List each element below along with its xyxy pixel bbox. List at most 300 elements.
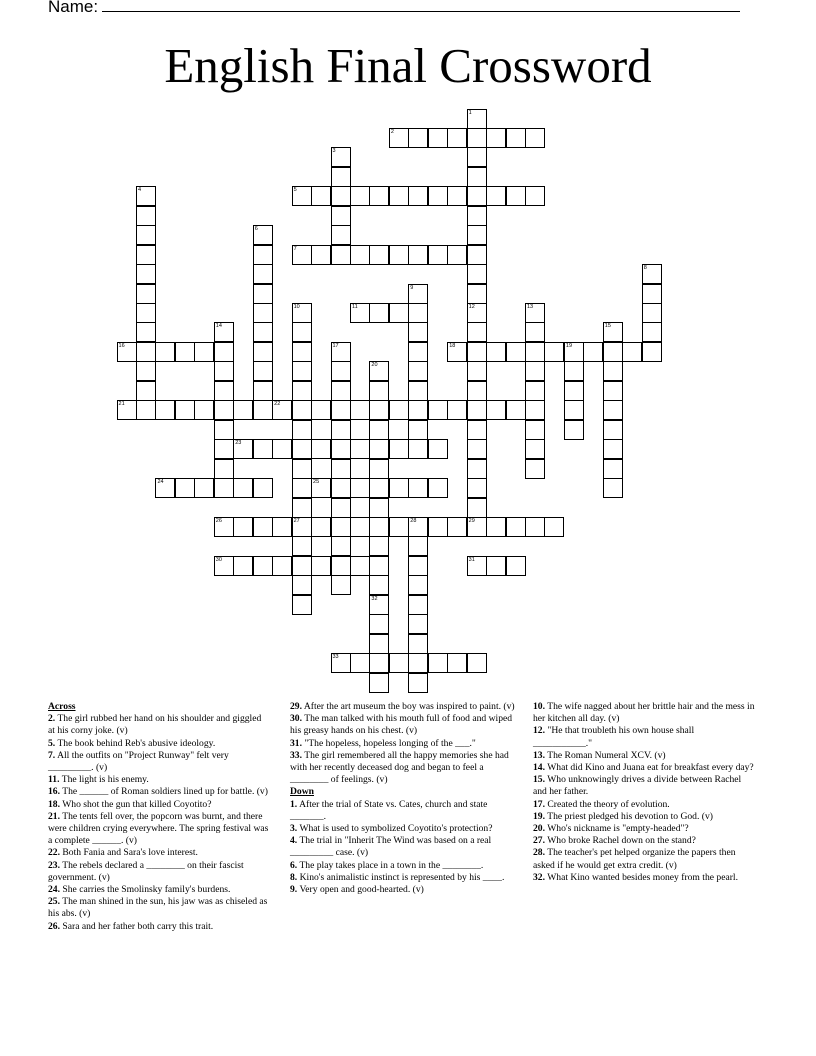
grid-cell[interactable] <box>642 322 662 342</box>
grid-cell[interactable] <box>467 439 487 459</box>
grid-cell[interactable] <box>253 303 273 323</box>
grid-cell[interactable] <box>253 245 273 265</box>
grid-cell[interactable] <box>350 186 370 206</box>
grid-cell[interactable] <box>467 322 487 342</box>
grid-cell[interactable] <box>544 517 564 537</box>
across-clue <box>48 847 270 859</box>
grid-cell[interactable] <box>525 459 545 479</box>
grid-cell[interactable] <box>622 342 642 362</box>
clue-text: She carries the Smolinsky family's burdens. <box>62 884 231 896</box>
grid-cell[interactable] <box>331 206 351 226</box>
grid-cell[interactable] <box>292 556 312 576</box>
grid-cell[interactable] <box>544 342 564 362</box>
clue-number: 31. <box>290 737 302 749</box>
grid-cell[interactable] <box>389 303 409 323</box>
grid-cell[interactable] <box>408 575 428 595</box>
clue-number: 30. <box>290 713 302 725</box>
clue-text: The girl remembered all the happy memories she had with her recently deceased dog and began to feel a ________ of feelings. (v) <box>290 749 509 786</box>
grid-cell[interactable] <box>253 225 273 245</box>
grid-cell[interactable] <box>272 517 292 537</box>
grid-cell[interactable] <box>467 478 487 498</box>
clue-number: 21. <box>48 810 60 822</box>
cell-number: 2 <box>390 128 394 135</box>
grid-cell[interactable] <box>525 420 545 440</box>
grid-cell[interactable] <box>564 361 584 381</box>
grid-cell[interactable] <box>369 653 389 673</box>
grid-cell[interactable] <box>331 575 351 595</box>
grid-cell[interactable] <box>331 653 351 673</box>
grid-cell[interactable] <box>467 381 487 401</box>
cell-number: 30 <box>215 556 222 563</box>
grid-cell[interactable] <box>467 245 487 265</box>
grid-cell[interactable] <box>331 361 351 381</box>
grid-cell[interactable] <box>369 303 389 323</box>
grid-cell[interactable] <box>253 439 273 459</box>
grid-cell[interactable] <box>369 556 389 576</box>
clue-text: What did Kino and Juana eat for breakfast every day? <box>547 762 754 774</box>
grid-cell[interactable] <box>389 245 409 265</box>
grid-cell[interactable] <box>350 245 370 265</box>
grid-cell[interactable] <box>428 653 448 673</box>
grid-cell[interactable] <box>603 478 623 498</box>
grid-cell[interactable] <box>486 556 506 576</box>
grid-cell[interactable] <box>331 498 351 518</box>
grid-cell[interactable] <box>389 186 409 206</box>
grid-cell[interactable] <box>603 342 623 362</box>
grid-cell[interactable] <box>175 400 195 420</box>
grid-cell[interactable] <box>350 400 370 420</box>
grid-cell[interactable] <box>233 517 253 537</box>
grid-cell[interactable] <box>233 439 253 459</box>
grid-cell[interactable] <box>467 498 487 518</box>
grid-cell[interactable] <box>292 498 312 518</box>
grid-cell[interactable] <box>467 400 487 420</box>
grid-cell[interactable] <box>467 303 487 323</box>
grid-cell[interactable] <box>408 673 428 693</box>
grid-cell[interactable] <box>136 186 156 206</box>
grid-cell[interactable] <box>564 342 584 362</box>
across-clue <box>48 860 270 884</box>
clue-number: 22. <box>48 847 60 859</box>
clue-number: 15. <box>533 774 545 786</box>
grid-cell[interactable] <box>369 245 389 265</box>
grid-cell[interactable] <box>350 556 370 576</box>
clue-column-1 <box>48 701 270 933</box>
grid-cell[interactable] <box>369 536 389 556</box>
grid-cell[interactable] <box>389 439 409 459</box>
grid-cell[interactable] <box>564 420 584 440</box>
grid-cell[interactable] <box>311 186 331 206</box>
grid-cell[interactable] <box>311 245 331 265</box>
grid-cell[interactable] <box>136 303 156 323</box>
cell-number: 24 <box>157 479 164 486</box>
clue-text: The man talked with his mouth full of food and wiped his greasy hands on his chest. (v) <box>290 713 513 737</box>
grid-cell[interactable] <box>155 400 175 420</box>
grid-cell[interactable] <box>331 342 351 362</box>
clue-text: After the trial of State vs. Cates, church and state _______. <box>290 798 488 822</box>
grid-cell[interactable] <box>292 478 312 498</box>
grid-cell[interactable] <box>194 478 214 498</box>
grid-cell[interactable] <box>642 264 662 284</box>
grid-cell[interactable] <box>447 245 467 265</box>
grid-cell[interactable] <box>117 342 137 362</box>
grid-cell[interactable] <box>467 225 487 245</box>
grid-cell[interactable] <box>331 536 351 556</box>
grid-cell[interactable] <box>467 264 487 284</box>
grid-cell[interactable] <box>214 439 234 459</box>
down-clue <box>533 847 755 871</box>
grid-cell[interactable] <box>292 420 312 440</box>
grid-cell[interactable] <box>369 517 389 537</box>
grid-cell[interactable] <box>486 186 506 206</box>
grid-cell[interactable] <box>583 342 603 362</box>
page-title: English Final Crossword <box>164 38 652 93</box>
across-clue <box>290 750 520 787</box>
clue-number: 27. <box>533 835 545 847</box>
grid-cell[interactable] <box>331 245 351 265</box>
across-clue <box>48 750 270 774</box>
grid-cell[interactable] <box>408 322 428 342</box>
grid-cell[interactable] <box>311 400 331 420</box>
grid-cell[interactable] <box>214 400 234 420</box>
clue-text: Who shot the gun that killed Coyotito? <box>62 798 212 810</box>
grid-cell[interactable] <box>525 381 545 401</box>
grid-cell[interactable] <box>155 478 175 498</box>
grid-cell[interactable] <box>331 381 351 401</box>
grid-cell[interactable] <box>525 400 545 420</box>
down-clue <box>533 725 755 749</box>
grid-cell[interactable] <box>408 400 428 420</box>
clue-text: Created the theory of evolution. <box>547 798 670 810</box>
grid-cell[interactable] <box>642 342 662 362</box>
grid-cell[interactable] <box>136 381 156 401</box>
grid-cell[interactable] <box>428 439 448 459</box>
cell-number: 22 <box>274 401 281 408</box>
grid-cell[interactable] <box>467 109 487 129</box>
grid-cell[interactable] <box>408 439 428 459</box>
grid-cell[interactable] <box>292 536 312 556</box>
grid-cell[interactable] <box>408 595 428 615</box>
grid-cell[interactable] <box>253 517 273 537</box>
grid-cell[interactable] <box>214 420 234 440</box>
grid-cell[interactable] <box>214 322 234 342</box>
grid-cell[interactable] <box>408 284 428 304</box>
grid-cell[interactable] <box>447 400 467 420</box>
grid-cell[interactable] <box>486 517 506 537</box>
cell-number: 19 <box>565 342 573 349</box>
grid-cell[interactable] <box>331 147 351 167</box>
grid-cell[interactable] <box>467 128 487 148</box>
grid-cell[interactable] <box>408 634 428 654</box>
down-clue <box>533 823 755 835</box>
grid-cell[interactable] <box>331 225 351 245</box>
clue-number: 28. <box>533 847 545 859</box>
grid-cell[interactable] <box>214 517 234 537</box>
grid-cell[interactable] <box>214 381 234 401</box>
grid-cell[interactable] <box>389 517 409 537</box>
grid-cell[interactable] <box>486 342 506 362</box>
grid-cell[interactable] <box>253 264 273 284</box>
grid-cell[interactable] <box>525 303 545 323</box>
clue-number: 33. <box>290 749 302 761</box>
grid-cell[interactable] <box>369 673 389 693</box>
grid-cell[interactable] <box>331 400 351 420</box>
grid-cell[interactable] <box>408 536 428 556</box>
grid-cell[interactable] <box>253 556 273 576</box>
grid-cell[interactable] <box>350 517 370 537</box>
grid-cell[interactable] <box>331 556 351 576</box>
grid-cell[interactable] <box>331 167 351 187</box>
grid-cell[interactable] <box>525 322 545 342</box>
grid-cell[interactable] <box>603 439 623 459</box>
grid-cell[interactable] <box>467 186 487 206</box>
grid-cell[interactable] <box>506 400 526 420</box>
grid-cell[interactable] <box>467 206 487 226</box>
grid-cell[interactable] <box>467 361 487 381</box>
grid-cell[interactable] <box>253 381 273 401</box>
grid-cell[interactable] <box>525 128 545 148</box>
grid-cell[interactable] <box>369 400 389 420</box>
grid-cell[interactable] <box>292 342 312 362</box>
grid-cell[interactable] <box>447 128 467 148</box>
grid-cell[interactable] <box>408 186 428 206</box>
cell-number: 1 <box>468 109 472 116</box>
down-clue <box>533 701 755 725</box>
grid-cell[interactable] <box>369 634 389 654</box>
cell-number: 29 <box>468 517 475 524</box>
clue-text: The wife nagged about her brittle hair and the mess in her kitchen all day. (v) <box>533 701 755 725</box>
grid-cell[interactable] <box>272 439 292 459</box>
grid-cell[interactable] <box>292 322 312 342</box>
grid-cell[interactable] <box>155 342 175 362</box>
grid-cell[interactable] <box>603 381 623 401</box>
grid-cell[interactable] <box>292 595 312 615</box>
grid-cell[interactable] <box>447 342 467 362</box>
grid-cell[interactable] <box>253 322 273 342</box>
grid-cell[interactable] <box>467 342 487 362</box>
grid-cell[interactable] <box>564 381 584 401</box>
grid-cell[interactable] <box>467 147 487 167</box>
grid-cell[interactable] <box>369 498 389 518</box>
grid-cell[interactable] <box>506 556 526 576</box>
grid-cell[interactable] <box>331 420 351 440</box>
grid-cell[interactable] <box>292 361 312 381</box>
grid-cell[interactable] <box>642 303 662 323</box>
clue-text: Sara and her father both carry this trait. <box>62 920 214 932</box>
grid-cell[interactable] <box>214 478 234 498</box>
grid-cell[interactable] <box>369 459 389 479</box>
grid-cell[interactable] <box>253 478 273 498</box>
grid-cell[interactable] <box>467 459 487 479</box>
grid-cell[interactable] <box>389 478 409 498</box>
grid-cell[interactable] <box>408 614 428 634</box>
grid-cell[interactable] <box>369 439 389 459</box>
grid-cell[interactable] <box>331 186 351 206</box>
grid-cell[interactable] <box>331 459 351 479</box>
grid-cell[interactable] <box>428 517 448 537</box>
grid-cell[interactable] <box>136 206 156 226</box>
grid-cell[interactable] <box>292 575 312 595</box>
grid-cell[interactable] <box>408 517 428 537</box>
grid-cell[interactable] <box>369 478 389 498</box>
grid-cell[interactable] <box>253 342 273 362</box>
grid-cell[interactable] <box>214 342 234 362</box>
grid-cell[interactable] <box>525 517 545 537</box>
grid-cell[interactable] <box>331 517 351 537</box>
grid-cell[interactable] <box>369 186 389 206</box>
grid-cell[interactable] <box>233 400 253 420</box>
clue-text: The Roman Numeral XCV. (v) <box>547 749 666 761</box>
grid-cell[interactable] <box>467 284 487 304</box>
grid-cell[interactable] <box>214 556 234 576</box>
clue-number: 7. <box>48 749 56 761</box>
grid-cell[interactable] <box>292 400 312 420</box>
grid-cell[interactable] <box>311 478 331 498</box>
grid-cell[interactable] <box>292 517 312 537</box>
clue-number: 29. <box>290 701 302 712</box>
clue-number: 8. <box>290 871 298 883</box>
grid-cell[interactable] <box>253 284 273 304</box>
across-clue <box>48 774 270 786</box>
grid-cell[interactable] <box>175 342 195 362</box>
across-clue <box>48 811 270 848</box>
grid-cell[interactable] <box>408 245 428 265</box>
grid-cell[interactable] <box>603 400 623 420</box>
grid-cell[interactable] <box>408 420 428 440</box>
grid-cell[interactable] <box>311 517 331 537</box>
grid-cell[interactable] <box>428 478 448 498</box>
grid-cell[interactable] <box>272 556 292 576</box>
grid-cell[interactable] <box>369 595 389 615</box>
grid-cell[interactable] <box>369 420 389 440</box>
grid-cell[interactable] <box>564 400 584 420</box>
grid-cell[interactable] <box>467 653 487 673</box>
grid-cell[interactable] <box>117 400 137 420</box>
grid-cell[interactable] <box>311 439 331 459</box>
grid-cell[interactable] <box>136 225 156 245</box>
grid-cell[interactable] <box>369 361 389 381</box>
clue-text: Who's nickname is "empty-headed"? <box>547 823 689 835</box>
grid-cell[interactable] <box>311 556 331 576</box>
grid-cell[interactable] <box>292 459 312 479</box>
grid-cell[interactable] <box>233 556 253 576</box>
clue-text: The priest pledged his devotion to God. (v) <box>547 810 713 822</box>
grid-cell[interactable] <box>292 303 312 323</box>
grid-cell[interactable] <box>350 439 370 459</box>
grid-cell[interactable] <box>408 556 428 576</box>
grid-cell[interactable] <box>292 186 312 206</box>
grid-cell[interactable] <box>292 245 312 265</box>
grid-cell[interactable] <box>447 653 467 673</box>
across-clue <box>48 786 270 798</box>
grid-cell[interactable] <box>408 342 428 362</box>
grid-cell[interactable] <box>233 478 253 498</box>
grid-cell[interactable] <box>428 245 448 265</box>
grid-cell[interactable] <box>136 361 156 381</box>
down-clue <box>533 774 755 798</box>
clue-text: "The hopeless, hopeless longing of the ___." <box>304 737 476 749</box>
grid-cell[interactable] <box>447 517 467 537</box>
grid-cell[interactable] <box>214 459 234 479</box>
grid-cell[interactable] <box>369 381 389 401</box>
clue-number: 17. <box>533 798 545 810</box>
grid-cell[interactable] <box>467 556 487 576</box>
grid-cell[interactable] <box>408 381 428 401</box>
grid-cell[interactable] <box>369 614 389 634</box>
grid-cell[interactable] <box>175 478 195 498</box>
grid-cell[interactable] <box>467 167 487 187</box>
grid-cell[interactable] <box>603 322 623 342</box>
grid-cell[interactable] <box>525 342 545 362</box>
grid-cell[interactable] <box>136 264 156 284</box>
grid-cell[interactable] <box>389 400 409 420</box>
grid-cell[interactable] <box>467 420 487 440</box>
grid-cell[interactable] <box>408 303 428 323</box>
grid-cell[interactable] <box>525 439 545 459</box>
grid-cell[interactable] <box>136 322 156 342</box>
down-clue <box>533 835 755 847</box>
grid-cell[interactable] <box>194 400 214 420</box>
grid-cell[interactable] <box>253 400 273 420</box>
grid-cell[interactable] <box>506 128 526 148</box>
grid-cell[interactable] <box>136 400 156 420</box>
grid-cell[interactable] <box>447 186 467 206</box>
cell-number: 21 <box>118 401 125 408</box>
grid-cell[interactable] <box>136 284 156 304</box>
grid-cell[interactable] <box>428 128 448 148</box>
grid-cell[interactable] <box>525 186 545 206</box>
grid-cell[interactable] <box>603 361 623 381</box>
grid-cell[interactable] <box>603 420 623 440</box>
grid-cell[interactable] <box>506 186 526 206</box>
grid-cell[interactable] <box>506 342 526 362</box>
grid-cell[interactable] <box>408 653 428 673</box>
grid-cell[interactable] <box>331 439 351 459</box>
grid-cell[interactable] <box>136 342 156 362</box>
grid-cell[interactable] <box>428 400 448 420</box>
grid-cell[interactable] <box>486 400 506 420</box>
grid-cell[interactable] <box>350 478 370 498</box>
grid-cell[interactable] <box>331 478 351 498</box>
grid-cell[interactable] <box>525 361 545 381</box>
grid-cell[interactable] <box>389 128 409 148</box>
grid-cell[interactable] <box>408 361 428 381</box>
across-clue <box>48 884 270 896</box>
grid-cell[interactable] <box>350 653 370 673</box>
grid-cell[interactable] <box>467 517 487 537</box>
grid-cell[interactable] <box>292 439 312 459</box>
grid-cell[interactable] <box>292 381 312 401</box>
grid-cell[interactable] <box>272 400 292 420</box>
grid-cell[interactable] <box>369 575 389 595</box>
clue-number: 9. <box>290 884 298 896</box>
cell-number: 11 <box>351 304 358 310</box>
grid-cell[interactable] <box>389 653 409 673</box>
grid-cell[interactable] <box>408 478 428 498</box>
grid-cell[interactable] <box>253 361 273 381</box>
grid-cell[interactable] <box>194 342 214 362</box>
grid-cell[interactable] <box>136 245 156 265</box>
grid-cell[interactable] <box>428 186 448 206</box>
grid-cell[interactable] <box>350 303 370 323</box>
clue-text: What is used to symbolized Coyotito's protection? <box>299 823 493 835</box>
grid-cell[interactable] <box>214 361 234 381</box>
grid-cell[interactable] <box>642 284 662 304</box>
grid-cell[interactable] <box>486 128 506 148</box>
grid-cell[interactable] <box>506 517 526 537</box>
grid-cell[interactable] <box>603 459 623 479</box>
grid-cell[interactable] <box>408 128 428 148</box>
